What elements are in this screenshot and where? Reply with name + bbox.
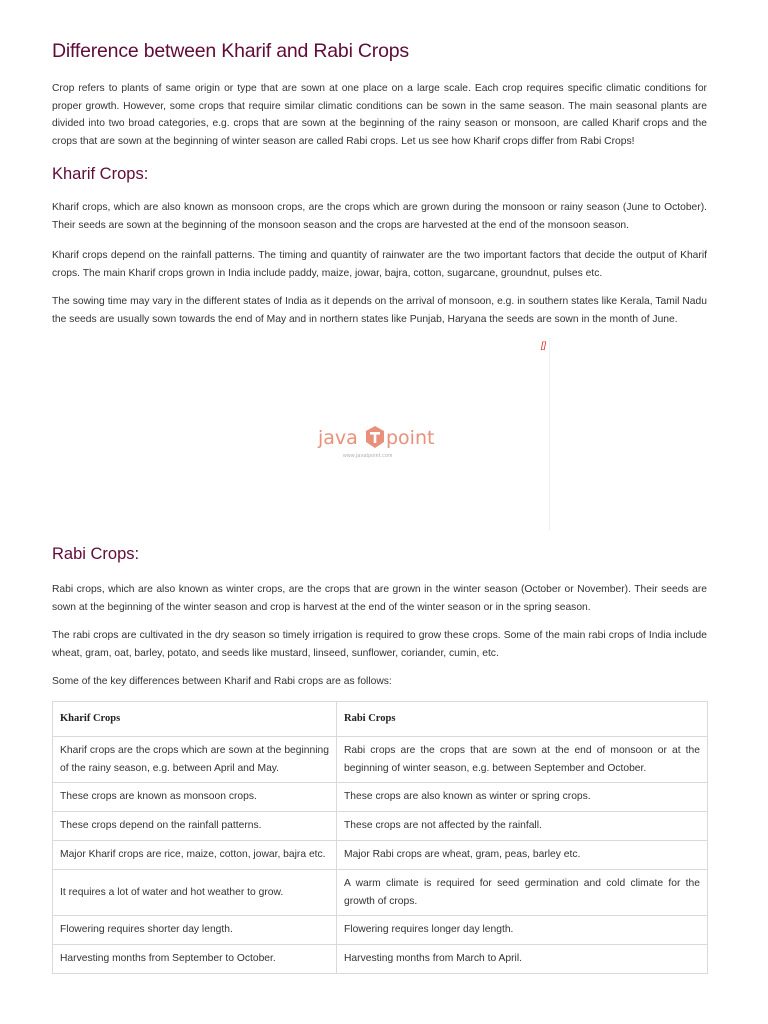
cell-rabi: A warm climate is required for seed germination and cold climate for the growth of crops. [337,870,708,916]
cell-kharif: Harvesting months from September to October. [53,945,337,974]
kharif-paragraph-1: Kharif crops, which are also known as monsoon crops, are the crops which are grown during the monsoon or rainy season (June to October). Their seeds are sown at the beginning of the monsoon season and the crops are harvested at the end of the monsoon season. [52,202,707,231]
header-kharif: Kharif Crops [53,702,337,737]
cell-rabi: Rabi crops are the crops that are sown at the end of monsoon or at the beginning of winter season, e.g. between September and October. [337,737,708,783]
table-row [53,841,708,870]
cell-kharif: It requires a lot of water and hot weather to grow. [53,870,337,916]
table-row [53,916,708,945]
javatpoint-logo [318,425,468,461]
cell-kharif: These crops are known as monsoon crops. [53,783,337,812]
cell-rabi: These crops are not affected by the rainfall. [337,812,708,841]
figure-border [549,338,550,530]
kharif-paragraph-2: Kharif crops depend on the rainfall patterns. The timing and quantity of rainwater are the two important factors that decide the output of Kharif crops. The main Kharif crops grown in India include paddy, maize, jowar, bajra, cotton, sugarcane, groundnut, pulses etc. [52,250,707,279]
cell-rabi: Major Rabi crops are wheat, gram, peas, barley etc. [337,841,708,870]
comparison-table [52,701,708,974]
logo-word-java: java [318,427,358,449]
cell-rabi: Flowering requires longer day length. [337,916,708,945]
logo-word-point: point [386,427,435,449]
rabi-paragraph-2: The rabi crops are cultivated in the dry season so timely irrigation is required to grow these crops. Some of the main rabi crops of India include wheat, gram, oat, barley, potato, and seeds like mustard, linseed, sunflower, coriander, cumin, etc. [52,630,707,659]
cell-kharif: Major Kharif crops are rice, maize, cotton, jowar, bajra etc. [53,841,337,870]
cell-rabi: These crops are also known as winter or spring crops. [337,783,708,812]
rabi-heading: Rabi Crops: [52,545,140,563]
kharif-figure [52,338,550,530]
table-row [53,945,708,974]
cell-kharif: These crops depend on the rainfall patterns. [53,812,337,841]
logo-t-badge-icon [364,425,386,449]
table-row [53,737,708,783]
cell-kharif: Flowering requires shorter day length. [53,916,337,945]
rabi-paragraph-1: Rabi crops, which are also known as winter crops, are the crops that are grown in the winter season (October or November). Their seeds are sown at the beginning of the winter season and crop is harvest at the end of the winter season or in the spring season. [52,584,707,613]
kharif-paragraph-3: The sowing time may vary in the different states of India as it depends on the arrival of monsoon, e.g. in southern states like Kerala, Tamil Nadu the seeds are usually sown towards the end of May and in northern states like Punjab, Haryana the seeds are sown in the month of June. [52,296,707,325]
intro-paragraph: Crop refers to plants of same origin or type that are sown at one place on a large scale. Each crop requires specific climatic conditions for proper growth. However, some crops that require similar climatic conditions can be sown in the same season. The main seasonal plants are divided into two broad categories, e.g. crops that are sown at the beginning of the rainy season or monsoon, are called Kharif crops and the crops that are sown at the beginning of winter season are called Rabi crops. Let us see how Kharif crops differ from Rabi Crops! [52,83,707,147]
cell-kharif: Kharif crops are the crops which are sown at the beginning of the rainy season, e.g. between April and May. [53,737,337,783]
rabi-paragraph-3: Some of the key differences between Kharif and Rabi crops are as follows: [52,676,392,687]
logo-caption: www.javatpoint.com [343,453,393,459]
kharif-heading: Kharif Crops: [52,165,149,183]
table-header-row [53,702,708,737]
header-rabi: Rabi Crops [337,702,708,737]
page-title: Difference between Kharif and Rabi Crops [52,40,409,62]
figure-image-placeholder: [] [540,340,546,350]
cell-rabi: Harvesting months from March to April. [337,945,708,974]
table-row [53,870,708,916]
table-row [53,812,708,841]
table-row [53,783,708,812]
